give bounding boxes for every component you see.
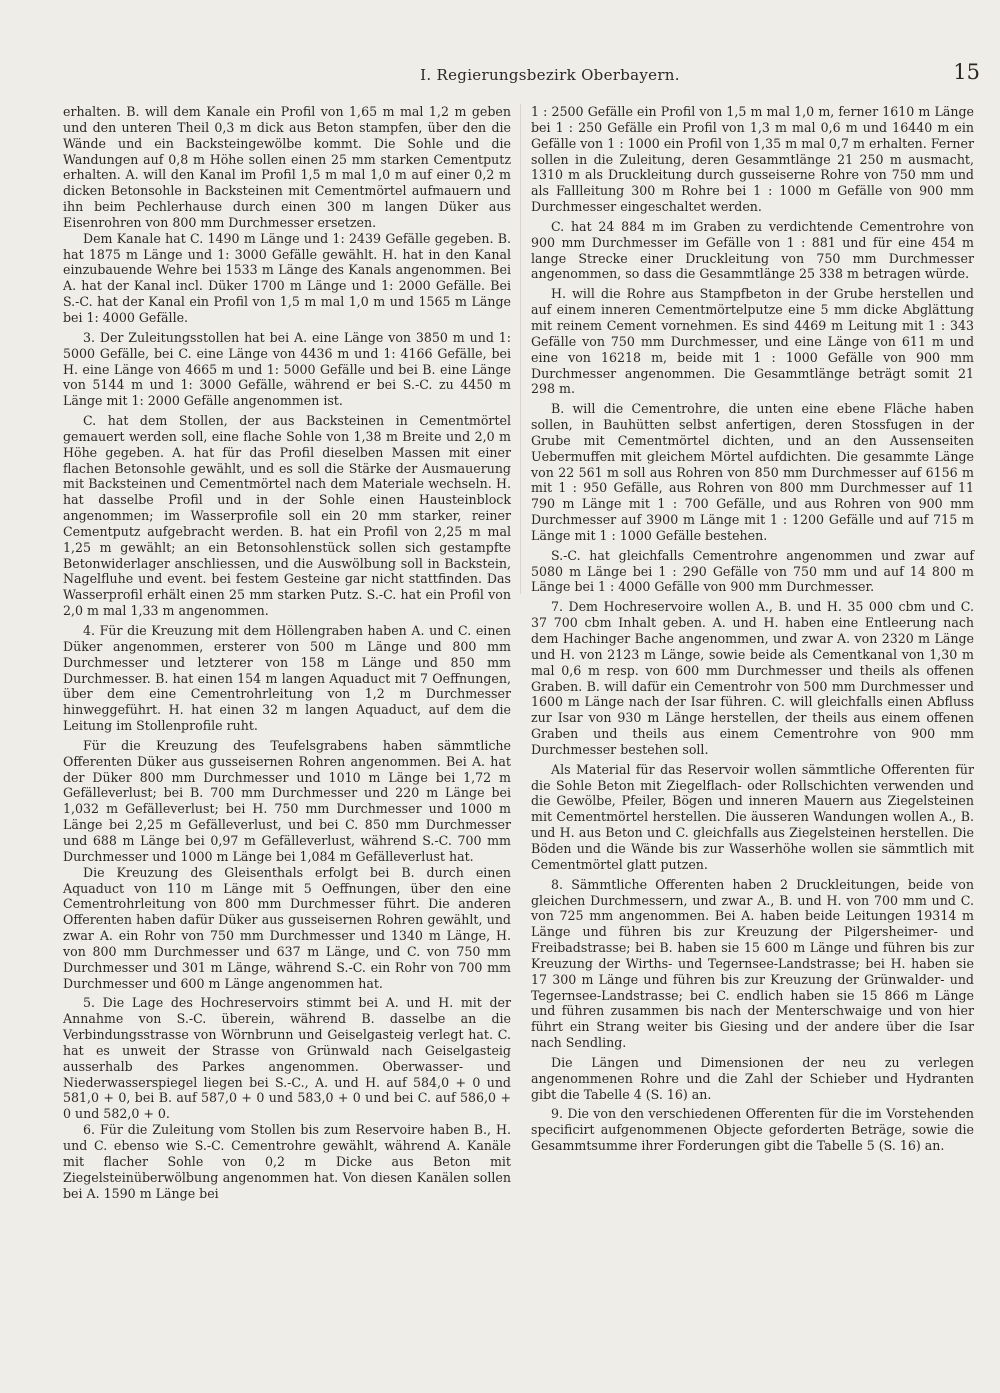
paragraph: B. will die Cementrohre, die unten eine ebene Fläche haben sollen, in Bauhütten selbst anfertigen, deren Stossfugen in der Grube mit Cementmörtel dichten, und an den Aussenseiten Uebermuffen mit gleichem Mörtel aufdichten. Die gesammte Länge von 22 561 m soll aus Rohren von 850 mm Durchmesser auf 6156 m mit 1 : 950 Gefälle, aus Rohren von 800 mm Durchmesser auf 11 790 m Länge mit 1 : 700 Gefälle, und aus Rohren von 900 mm Durchmesser auf 3900 m Länge mit 1 : 1200 Gefälle und auf 715 m Länge mit 1 : 1000 Gefälle bestehen. bbox=[531, 401, 974, 543]
right-column bbox=[531, 104, 974, 1154]
paragraph: 6. Für die Zuleitung vom Stollen bis zum Reservoire haben B., H. und C. ebenso wie S.-C. Cementrohre gewählt, während A. Kanäle mit flacher Sohle von 0,2 m Dicke aus Beton mit Ziegelsteinüberwölbung angenommen hat. Von diesen Kanälen sollen bei A. 1590 m Länge bei bbox=[63, 1122, 511, 1201]
paragraph: Dem Kanale hat C. 1490 m Länge und 1: 2439 Gefälle gegeben. B. hat 1875 m Länge und 1: 3000 Gefälle gewählt. H. hat in den Kanal einzubauende Wehre bei 1533 m Länge des Kanals angenommen. Bei A. hat der Kanal incl. Düker 1700 m Länge und 1: 2000 Gefälle. Bei S.-C. hat der Kanal ein Profil von 1,5 m mal 1,0 m und 1565 m Länge bei 1: 4000 Gefälle. bbox=[63, 230, 511, 325]
paragraph: 4. Für die Kreuzung mit dem Höllengraben haben A. und C. einen Düker angenommen, ersterer von 500 m Länge und 800 mm Durchmesser und letzterer von 158 m Länge und 850 mm Durchmesser. B. hat einen 154 m langen Aquaduct mit 7 Oeffnungen, über dem eine Cementrohrleitung von 1,2 m Durchmesser hinweggeführt. H. hat einen 32 m langen Aquaduct, auf dem die Leitung im Stollenprofile ruht. bbox=[63, 623, 511, 734]
paragraph: Die Längen und Dimensionen der neu zu verlegen angenommenen Rohre und die Zahl der Schieber und Hydranten gibt die Tabelle 4 (S. 16) an. bbox=[531, 1054, 974, 1102]
running-header: I. Regierungsbezirk Oberbayern. bbox=[420, 66, 680, 84]
paragraph: 1 : 2500 Gefälle ein Profil von 1,5 m mal 1,0 m, ferner 1610 m Länge bei 1 : 250 Gefälle ein Profil von 1,3 m mal 0,6 m und 16440 m ein Gefälle von 1 : 1000 ein Profil von 1,35 m mal 0,7 m erhalten. Ferner sollen in die Zuleitung, deren Gesammtlänge 21 250 m ausmacht, 1310 m als Druckleitung durch gusseiserne Rohre von 750 mm und als Fallleitung 300 m Rohre bei 1 : 1000 m Gefälle von 900 mm Durchmesser eingeschaltet werden. bbox=[531, 104, 974, 215]
paragraph: H. will die Rohre aus Stampfbeton in der Grube herstellen und auf einem inneren Cementmörtelputze eine 5 mm dicke Abglättung mit reinem Cement vornehmen. Es sind 4469 m Leitung mit 1 : 343 Gefälle von 750 mm Durchmesser, und eine Länge von 611 m und eine von 16218 m, beide mit 1 : 1000 Gefälle von 900 mm Durchmesser angenommen. Die Gesammtlänge beträgt somit 21 298 m. bbox=[531, 286, 974, 397]
paragraph: Die Kreuzung des Gleisenthals erfolgt bei B. durch einen Aquaduct von 110 m Länge mit 5 Oeffnungen, über den eine Cementrohrleitung von 800 mm Durchmesser führt. Die anderen Offerenten haben dafür Düker aus gusseisernen Rohren gewählt, und zwar A. ein Rohr von 750 mm Durchmesser und 1340 m Länge, H. von 800 mm Durchmesser und 637 m Länge, und C. von 750 mm Durchmesser und 301 m Länge, während S.-C. ein Rohr von 700 mm Durchmesser und 600 m Länge angenommen hat. bbox=[63, 864, 511, 991]
column-divider bbox=[520, 104, 521, 594]
page-number: 15 bbox=[953, 60, 980, 84]
paragraph: 9. Die von den verschiedenen Offerenten für die im Vorstehenden specificirt aufgenommenen Objecte geforderten Beträge, sowie die Gesammtsumme ihrer Forderungen gibt die Tabelle 5 (S. 16) an. bbox=[531, 1106, 974, 1154]
paragraph: C. hat dem Stollen, der aus Backsteinen in Cementmörtel gemauert werden soll, eine flache Sohle von 1,38 m Breite und 2,0 m Höhe gegeben. A. hat für das Profil dieselben Massen mit einer flachen Betonsohle gewählt, und es soll die Stärke der Ausmauerung mit Backsteinen und Cementmörtel nach dem Materiale wechseln. H. hat dasselbe Profil und in der Sohle einen Hausteinblock angenommen; im Wasserprofile soll ein 20 mm starker, reiner Cementputz aufgebracht werden. B. hat ein Profil von 2,25 m mal 1,25 m gewählt; an ein Betonsohlenstück sollen sich gestampfte Betonwiderlager anschliessen, und die Auswölbung soll in Backstein, Nagelfluhe und event. bei festem Gesteine gar nicht stattfinden. Das Wasserprofil erhält einen 25 mm starken Putz. S.-C. hat ein Profil von 2,0 m mal 1,33 m angenommen. bbox=[63, 413, 511, 619]
paragraph: 8. Sämmtliche Offerenten haben 2 Druckleitungen, beide von gleichen Durchmessern, und zwar A., B. und H. von 700 mm und C. von 725 mm angenommen. Bei A. haben beide Leitungen 19314 m Länge und führen bis zur Kreuzung der Pilgersheimer- und Freibadstrasse; bei B. haben sie 15 600 m Länge und führen bis zur Kreuzung der Wirths- und Tegernsee-Landstrasse; bei H. haben sie 17 300 m Länge und führen bis zur Kreuzung der Grünwalder- und Tegernsee-Landstrasse; bei C. endlich haben sie 15 866 m Länge und führen zusammen bis nach der Menterschwaige und von hier führt ein Strang weiter bis Giesing und der andere über die Isar nach Sendling. bbox=[531, 876, 974, 1051]
paragraph: erhalten. B. will dem Kanale ein Profil von 1,65 m mal 1,2 m geben und den unteren Theil 0,3 m dick aus Beton stampfen, über den die Wände und ein Backsteingewölbe kommt. Die Sohle und die Wandungen auf 0,8 m Höhe sollen einen 25 mm starken Cementputz erhalten. A. will den Kanal im Profil 1,5 m mal 1,0 m auf einer 0,2 m dicken Betonsohle in Backsteinen mit Cementmörtel aufmauern und ihn beim Pechlerhause durch einen 300 m langen Düker aus Eisenrohren von 800 mm Durchmesser ersetzen. bbox=[63, 104, 511, 230]
paragraph: 7. Dem Hochreservoire wollen A., B. und H. 35 000 cbm und C. 37 700 cbm Inhalt geben. A. und H. haben eine Entleerung nach dem Hachinger Bache angenommen, und zwar A. von 2320 m Länge und H. von 2123 m Länge, sowie beide als Cementkanal von 1,30 m mal 0,6 m resp. von 600 mm Durchmesser und theils als offenen Graben. B. will dafür ein Cementrohr von 500 mm Durchmesser und 1600 m Länge nach der Isar führen. C. will gleichfalls einen Abfluss zur Isar von 930 m Länge herstellen, der theils aus einem offenen Graben und theils aus einem Cementrohre von 900 mm Durchmesser bestehen soll. bbox=[531, 599, 974, 757]
paragraph: S.-C. hat gleichfalls Cementrohre angenommen und zwar auf 5080 m Länge bei 1 : 290 Gefälle von 750 mm und auf 14 800 m Länge bei 1 : 4000 Gefälle von 900 mm Durchmesser. bbox=[531, 547, 974, 595]
paragraph: 5. Die Lage des Hochreservoirs stimmt bei A. und H. mit der Annahme von S.-C. überein, während B. dasselbe an die Verbindungsstrasse von Wörnbrunn und Geiselgasteig verlegt hat. C. hat es unweit der Strasse von Grünwald nach Geiselgasteig ausserhalb des Parkes angenommen. Oberwasser- und Niederwasserspiegel liegen bei S.-C., A. und H. auf 584,0 + 0 und 581,0 + 0, bei B. auf 587,0 + 0 und 583,0 + 0 und bei C. auf 586,0 + 0 und 582,0 + 0. bbox=[63, 995, 511, 1122]
paragraph: C. hat 24 884 m im Graben zu verdichtende Cementrohre von 900 mm Durchmesser im Gefälle von 1 : 881 und für eine 454 m lange Strecke einer Druckleitung von 750 mm Durchmesser angenommen, so dass die Gesammtlänge 25 338 m betragen würde. bbox=[531, 218, 974, 282]
paragraph: Für die Kreuzung des Teufelsgrabens haben sämmtliche Offerenten Düker aus gusseisernen Rohren angenommen. Bei A. hat der Düker 800 mm Durchmesser und 1010 m Länge bei 1,72 m Gefälleverlust; bei B. 700 mm Durchmesser und 220 m Länge bei 1,032 m Gefälleverlust; bei H. 750 mm Durchmesser und 1000 m Länge bei 2,25 m Gefälleverlust, und bei C. 850 mm Durchmesser und 688 m Länge bei 0,97 m Gefälleverlust, während S.-C. 700 mm Durchmesser und 1000 m Länge bei 1,084 m Gefälleverlust hat. bbox=[63, 737, 511, 864]
paragraph: 3. Der Zuleitungsstollen hat bei A. eine Länge von 3850 m und 1: 5000 Gefälle, bei C. eine Länge von 4436 m und 1: 4166 Gefälle, bei H. eine Länge von 4665 m und 1: 5000 Gefälle und bei B. eine Länge von 5144 m und 1: 3000 Gefälle, während er bei S.-C. zu 4450 m Länge mit 1: 2000 Gefälle angenommen ist. bbox=[63, 329, 511, 409]
left-column bbox=[63, 104, 511, 1201]
paragraph: Als Material für das Reservoir wollen sämmtliche Offerenten für die Sohle Beton mit Ziegelflach- oder Rollschichten verwenden und die Gewölbe, Pfeiler, Bögen und inneren Mauern aus Ziegelsteinen mit Cementmörtel herstellen. Die äusseren Wandungen wollen A., B. und H. aus Beton und C. gleichfalls aus Ziegelsteinen herstellen. Die Böden und die Wände bis zur Wasserhöhe wollen sie sämmtlich mit Cementmörtel glatt putzen. bbox=[531, 761, 974, 872]
